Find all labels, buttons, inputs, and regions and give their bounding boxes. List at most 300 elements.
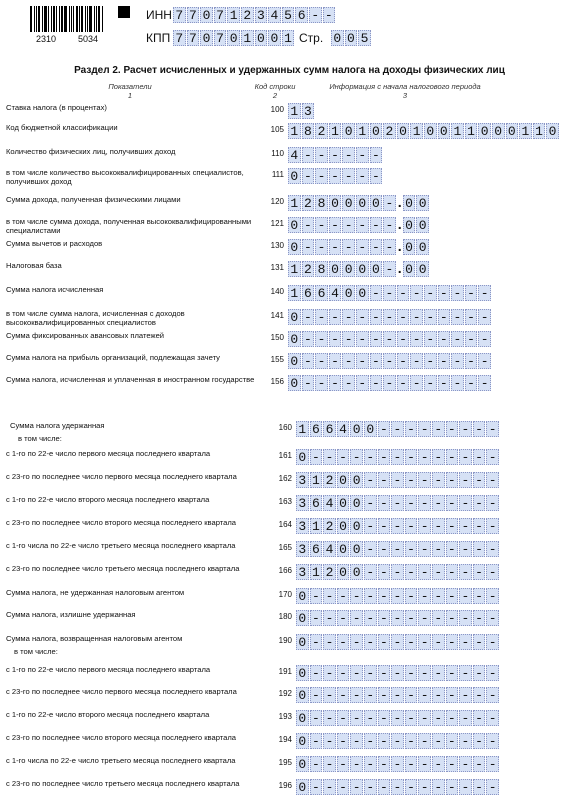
value-cell[interactable]: -	[391, 495, 404, 511]
value-cell[interactable]: 0	[370, 123, 383, 139]
value-cell[interactable]: 0	[350, 472, 363, 488]
value-cell[interactable]: -	[432, 710, 445, 726]
value-cell[interactable]: -	[410, 285, 423, 301]
value-cell[interactable]: 0	[296, 610, 309, 626]
value-cell[interactable]: -	[397, 375, 410, 391]
value-cell[interactable]: 0	[356, 285, 369, 301]
inn-cell[interactable]: 1	[227, 7, 240, 23]
value-cell[interactable]: -	[383, 195, 396, 211]
kopecks-cell[interactable]: 0	[403, 195, 416, 211]
value-cell[interactable]: -	[302, 309, 315, 325]
value-cell[interactable]: 0	[342, 195, 355, 211]
value-cell[interactable]: -	[451, 375, 464, 391]
value-cell[interactable]: -	[465, 331, 478, 347]
value-cell[interactable]: -	[364, 665, 377, 681]
inn-cell[interactable]: 2	[241, 7, 254, 23]
value-cell[interactable]: -	[473, 472, 486, 488]
value-cell[interactable]: -	[486, 665, 499, 681]
value-cell[interactable]: 0	[296, 710, 309, 726]
value-cell[interactable]: -	[459, 687, 472, 703]
row-value-field[interactable]	[296, 541, 500, 557]
value-cell[interactable]: -	[486, 518, 499, 534]
value-cell[interactable]: 0	[350, 518, 363, 534]
value-cell[interactable]: -	[356, 353, 369, 369]
value-cell[interactable]: -	[446, 495, 459, 511]
value-cell[interactable]: -	[310, 779, 323, 795]
inn-cell[interactable]: 7	[214, 7, 227, 23]
value-cell[interactable]: -	[405, 634, 418, 650]
value-cell[interactable]: -	[446, 687, 459, 703]
value-cell[interactable]: 3	[296, 564, 309, 580]
value-cell[interactable]: -	[459, 756, 472, 772]
value-cell[interactable]: -	[473, 449, 486, 465]
value-cell[interactable]: -	[405, 421, 418, 437]
value-cell[interactable]: -	[391, 610, 404, 626]
value-cell[interactable]: -	[432, 472, 445, 488]
value-cell[interactable]: -	[337, 710, 350, 726]
value-cell[interactable]: 6	[315, 285, 328, 301]
value-cell[interactable]: -	[473, 710, 486, 726]
value-cell[interactable]: -	[356, 331, 369, 347]
value-cell[interactable]: -	[473, 588, 486, 604]
row-value-field[interactable]	[288, 309, 492, 325]
value-cell[interactable]: -	[459, 421, 472, 437]
value-cell[interactable]: -	[364, 518, 377, 534]
value-cell[interactable]: -	[486, 495, 499, 511]
value-cell[interactable]: 2	[315, 123, 328, 139]
value-cell[interactable]: -	[446, 634, 459, 650]
row-value-field[interactable]	[296, 710, 500, 726]
value-cell[interactable]: -	[473, 733, 486, 749]
value-cell[interactable]: -	[405, 564, 418, 580]
value-cell[interactable]: -	[378, 687, 391, 703]
value-cell[interactable]: -	[418, 733, 431, 749]
value-cell[interactable]: 2	[323, 518, 336, 534]
row-value-field[interactable]	[296, 610, 500, 626]
value-cell[interactable]: 0	[288, 353, 301, 369]
value-cell[interactable]: -	[391, 756, 404, 772]
value-cell[interactable]: -	[405, 756, 418, 772]
value-cell[interactable]: -	[342, 217, 355, 233]
value-cell[interactable]: -	[350, 687, 363, 703]
value-cell[interactable]: -	[424, 331, 437, 347]
value-cell[interactable]: -	[405, 588, 418, 604]
value-cell[interactable]: -	[370, 147, 383, 163]
value-cell[interactable]: -	[418, 665, 431, 681]
kopecks-cell[interactable]: 0	[403, 217, 416, 233]
value-cell[interactable]: -	[370, 217, 383, 233]
value-cell[interactable]: -	[337, 610, 350, 626]
value-cell[interactable]: 0	[397, 123, 410, 139]
value-cell[interactable]: -	[486, 421, 499, 437]
value-cell[interactable]: -	[418, 588, 431, 604]
value-cell[interactable]: -	[378, 610, 391, 626]
page-cell[interactable]: 0	[345, 30, 358, 46]
value-cell[interactable]: -	[478, 375, 491, 391]
value-cell[interactable]: -	[459, 588, 472, 604]
value-cell[interactable]: -	[378, 421, 391, 437]
row-value-field[interactable]	[296, 449, 500, 465]
inn-cell[interactable]: 4	[268, 7, 281, 23]
value-cell[interactable]: -	[397, 285, 410, 301]
row-value-field[interactable]	[296, 588, 500, 604]
value-cell[interactable]: -	[350, 733, 363, 749]
value-cell[interactable]: 2	[302, 261, 315, 277]
value-cell[interactable]: -	[323, 756, 336, 772]
value-cell[interactable]: -	[486, 564, 499, 580]
kpp-cell[interactable]: 7	[214, 30, 227, 46]
value-cell[interactable]: -	[383, 261, 396, 277]
value-cell[interactable]: -	[486, 472, 499, 488]
value-cell[interactable]: -	[432, 634, 445, 650]
kpp-cell[interactable]: 0	[268, 30, 281, 46]
value-cell[interactable]: -	[364, 472, 377, 488]
value-cell[interactable]: -	[310, 710, 323, 726]
value-cell[interactable]: -	[391, 733, 404, 749]
value-cell[interactable]: -	[329, 147, 342, 163]
value-cell[interactable]: 2	[383, 123, 396, 139]
inn-cell[interactable]: 6	[295, 7, 308, 23]
value-cell[interactable]: 1	[329, 123, 342, 139]
value-cell[interactable]: -	[478, 285, 491, 301]
value-cell[interactable]: -	[342, 331, 355, 347]
page-cell[interactable]: 5	[358, 30, 371, 46]
value-cell[interactable]: -	[383, 331, 396, 347]
value-cell[interactable]: -	[418, 756, 431, 772]
row-value-field[interactable]	[296, 634, 500, 650]
value-cell[interactable]: -	[342, 309, 355, 325]
value-cell[interactable]: -	[350, 756, 363, 772]
value-cell[interactable]: -	[323, 710, 336, 726]
value-cell[interactable]: -	[391, 449, 404, 465]
value-cell[interactable]: -	[418, 495, 431, 511]
value-cell[interactable]: -	[486, 588, 499, 604]
value-cell[interactable]: -	[302, 375, 315, 391]
value-cell[interactable]: -	[418, 687, 431, 703]
value-cell[interactable]: -	[391, 634, 404, 650]
value-cell[interactable]: -	[350, 449, 363, 465]
value-cell[interactable]: -	[323, 588, 336, 604]
value-cell[interactable]: -	[418, 779, 431, 795]
value-cell[interactable]: 0	[342, 285, 355, 301]
value-cell[interactable]: -	[383, 217, 396, 233]
value-cell[interactable]: -	[329, 331, 342, 347]
value-cell[interactable]: -	[446, 541, 459, 557]
value-cell[interactable]: -	[378, 588, 391, 604]
value-cell[interactable]: 0	[337, 541, 350, 557]
row-value-field[interactable]	[288, 147, 383, 163]
value-cell[interactable]: 0	[296, 687, 309, 703]
value-cell[interactable]: -	[364, 634, 377, 650]
kopecks-cell[interactable]: 0	[416, 239, 429, 255]
page-number-field[interactable]	[331, 30, 372, 46]
value-cell[interactable]: -	[356, 168, 369, 184]
value-cell[interactable]: 0	[296, 756, 309, 772]
value-cell[interactable]: -	[438, 285, 451, 301]
value-cell[interactable]: -	[405, 449, 418, 465]
value-cell[interactable]: -	[378, 564, 391, 580]
value-cell[interactable]: -	[337, 665, 350, 681]
value-cell[interactable]: -	[383, 375, 396, 391]
kpp-cell[interactable]: 1	[241, 30, 254, 46]
value-cell[interactable]: -	[459, 541, 472, 557]
value-cell[interactable]: -	[310, 756, 323, 772]
value-cell[interactable]: -	[473, 421, 486, 437]
value-cell[interactable]: -	[438, 331, 451, 347]
value-cell[interactable]: 0	[337, 564, 350, 580]
value-cell[interactable]: -	[418, 564, 431, 580]
value-cell[interactable]: -	[432, 733, 445, 749]
value-cell[interactable]: -	[391, 779, 404, 795]
value-cell[interactable]: -	[405, 518, 418, 534]
kpp-cell[interactable]: 0	[227, 30, 240, 46]
row-value-field[interactable]	[288, 168, 383, 184]
value-cell[interactable]: -	[364, 495, 377, 511]
value-cell[interactable]: -	[329, 375, 342, 391]
value-cell[interactable]: -	[364, 588, 377, 604]
row-value-field[interactable]	[296, 665, 500, 681]
value-cell[interactable]: -	[451, 331, 464, 347]
value-cell[interactable]: -	[378, 541, 391, 557]
value-cell[interactable]: -	[342, 168, 355, 184]
value-cell[interactable]: -	[446, 610, 459, 626]
value-cell[interactable]: 3	[302, 103, 315, 119]
value-cell[interactable]: -	[410, 309, 423, 325]
value-cell[interactable]: -	[356, 239, 369, 255]
value-cell[interactable]: -	[478, 309, 491, 325]
value-cell[interactable]: -	[337, 733, 350, 749]
value-cell[interactable]: -	[459, 779, 472, 795]
value-cell[interactable]: -	[323, 733, 336, 749]
value-cell[interactable]: -	[459, 733, 472, 749]
row-value-field[interactable]	[296, 421, 500, 437]
value-cell[interactable]: -	[315, 147, 328, 163]
page-cell[interactable]: 0	[331, 30, 344, 46]
value-cell[interactable]: -	[432, 421, 445, 437]
value-cell[interactable]: -	[302, 147, 315, 163]
value-cell[interactable]: 0	[506, 123, 519, 139]
inn-cell[interactable]: -	[309, 7, 322, 23]
value-cell[interactable]: 4	[323, 495, 336, 511]
value-cell[interactable]: 0	[296, 733, 309, 749]
value-cell[interactable]: -	[342, 147, 355, 163]
value-cell[interactable]: 2	[302, 195, 315, 211]
value-cell[interactable]: -	[473, 610, 486, 626]
value-cell[interactable]: -	[378, 756, 391, 772]
value-cell[interactable]: 0	[329, 195, 342, 211]
value-cell[interactable]: -	[459, 472, 472, 488]
value-cell[interactable]: -	[418, 421, 431, 437]
value-cell[interactable]: -	[356, 217, 369, 233]
value-cell[interactable]: -	[378, 779, 391, 795]
value-cell[interactable]: -	[438, 353, 451, 369]
value-cell[interactable]: 0	[350, 421, 363, 437]
value-cell[interactable]: -	[364, 449, 377, 465]
value-cell[interactable]: -	[459, 449, 472, 465]
value-cell[interactable]: -	[342, 239, 355, 255]
kopecks-cell[interactable]: 0	[416, 217, 429, 233]
inn-cell[interactable]: 5	[282, 7, 295, 23]
value-cell[interactable]: -	[465, 353, 478, 369]
value-cell[interactable]: -	[410, 375, 423, 391]
value-cell[interactable]: 3	[296, 541, 309, 557]
value-cell[interactable]: -	[370, 353, 383, 369]
value-cell[interactable]: -	[350, 588, 363, 604]
value-cell[interactable]: -	[310, 665, 323, 681]
value-cell[interactable]: -	[342, 375, 355, 391]
value-cell[interactable]: -	[391, 472, 404, 488]
value-cell[interactable]: -	[410, 353, 423, 369]
value-cell[interactable]: -	[432, 449, 445, 465]
row-value-field[interactable]	[296, 495, 500, 511]
value-cell[interactable]: 2	[323, 564, 336, 580]
value-cell[interactable]: -	[383, 239, 396, 255]
value-cell[interactable]: -	[418, 518, 431, 534]
value-cell[interactable]: 6	[323, 421, 336, 437]
value-cell[interactable]: -	[315, 331, 328, 347]
value-cell[interactable]: -	[418, 472, 431, 488]
value-cell[interactable]: -	[383, 309, 396, 325]
value-cell[interactable]: -	[446, 779, 459, 795]
row-value-field[interactable]	[288, 285, 492, 301]
value-cell[interactable]: -	[364, 779, 377, 795]
value-cell[interactable]: -	[405, 541, 418, 557]
value-cell[interactable]: -	[323, 687, 336, 703]
value-cell[interactable]: -	[397, 309, 410, 325]
value-cell[interactable]: 4	[323, 541, 336, 557]
value-cell[interactable]: -	[405, 610, 418, 626]
inn-cell[interactable]: 0	[200, 7, 213, 23]
inn-cell[interactable]: 3	[255, 7, 268, 23]
value-cell[interactable]: -	[465, 309, 478, 325]
inn-cell[interactable]: -	[323, 7, 336, 23]
value-cell[interactable]: -	[446, 564, 459, 580]
value-cell[interactable]: 0	[356, 261, 369, 277]
row-value-field[interactable]	[296, 472, 500, 488]
value-cell[interactable]: -	[310, 733, 323, 749]
value-cell[interactable]: -	[424, 309, 437, 325]
value-cell[interactable]: -	[405, 687, 418, 703]
value-cell[interactable]: -	[356, 147, 369, 163]
value-cell[interactable]: -	[364, 733, 377, 749]
value-cell[interactable]: -	[364, 610, 377, 626]
value-cell[interactable]: -	[315, 239, 328, 255]
value-cell[interactable]: -	[473, 665, 486, 681]
value-cell[interactable]: 0	[329, 261, 342, 277]
value-cell[interactable]: -	[350, 665, 363, 681]
value-cell[interactable]: 8	[315, 261, 328, 277]
value-cell[interactable]: 0	[350, 564, 363, 580]
row-value-field[interactable]	[288, 353, 492, 369]
value-cell[interactable]: -	[418, 541, 431, 557]
kopecks-cell[interactable]: 0	[403, 239, 416, 255]
value-cell[interactable]: -	[315, 353, 328, 369]
value-cell[interactable]: 0	[342, 261, 355, 277]
value-cell[interactable]: -	[302, 168, 315, 184]
value-cell[interactable]: 0	[337, 495, 350, 511]
value-cell[interactable]: -	[391, 687, 404, 703]
value-cell[interactable]: 4	[337, 421, 350, 437]
value-cell[interactable]: -	[405, 665, 418, 681]
value-cell[interactable]: 0	[296, 634, 309, 650]
value-cell[interactable]: -	[323, 779, 336, 795]
value-cell[interactable]: -	[378, 495, 391, 511]
value-cell[interactable]: -	[391, 541, 404, 557]
value-cell[interactable]: -	[486, 779, 499, 795]
value-cell[interactable]: -	[405, 779, 418, 795]
value-cell[interactable]: -	[397, 353, 410, 369]
kpp-cell[interactable]: 0	[200, 30, 213, 46]
value-cell[interactable]: -	[486, 756, 499, 772]
value-cell[interactable]: -	[459, 665, 472, 681]
inn-field[interactable]	[173, 7, 336, 23]
value-cell[interactable]: 0	[356, 195, 369, 211]
value-cell[interactable]: 1	[288, 285, 301, 301]
value-cell[interactable]: -	[405, 710, 418, 726]
value-cell[interactable]: -	[370, 331, 383, 347]
value-cell[interactable]: -	[378, 518, 391, 534]
kpp-cell[interactable]: 1	[282, 30, 295, 46]
value-cell[interactable]: -	[446, 665, 459, 681]
row-value-field[interactable]	[288, 103, 315, 119]
value-cell[interactable]: -	[337, 449, 350, 465]
value-cell[interactable]: -	[350, 634, 363, 650]
value-cell[interactable]: 0	[288, 217, 301, 233]
value-cell[interactable]: -	[405, 472, 418, 488]
value-cell[interactable]: -	[451, 309, 464, 325]
value-cell[interactable]: 0	[546, 123, 559, 139]
value-cell[interactable]: -	[337, 634, 350, 650]
value-cell[interactable]: 1	[288, 261, 301, 277]
value-cell[interactable]: -	[424, 375, 437, 391]
value-cell[interactable]: 0	[478, 123, 491, 139]
value-cell[interactable]: -	[337, 756, 350, 772]
value-cell[interactable]: 0	[288, 168, 301, 184]
value-cell[interactable]: 6	[310, 541, 323, 557]
value-cell[interactable]: 0	[350, 541, 363, 557]
value-cell[interactable]: -	[329, 217, 342, 233]
value-cell[interactable]: -	[383, 353, 396, 369]
value-cell[interactable]: -	[378, 665, 391, 681]
value-cell[interactable]: 6	[310, 421, 323, 437]
value-cell[interactable]: -	[350, 779, 363, 795]
row-value-field[interactable]	[288, 331, 492, 347]
value-cell[interactable]: -	[446, 756, 459, 772]
value-cell[interactable]: -	[446, 733, 459, 749]
value-cell[interactable]: -	[337, 779, 350, 795]
value-cell[interactable]: -	[473, 634, 486, 650]
kpp-field[interactable]	[173, 30, 295, 46]
value-cell[interactable]: -	[486, 687, 499, 703]
value-cell[interactable]: 0	[370, 261, 383, 277]
value-cell[interactable]: -	[478, 353, 491, 369]
value-cell[interactable]: -	[302, 217, 315, 233]
kpp-cell[interactable]: 0	[255, 30, 268, 46]
value-cell[interactable]: -	[418, 634, 431, 650]
value-cell[interactable]: -	[459, 495, 472, 511]
value-cell[interactable]: -	[405, 495, 418, 511]
value-cell[interactable]: 1	[410, 123, 423, 139]
value-cell[interactable]: -	[473, 779, 486, 795]
value-cell[interactable]: -	[438, 309, 451, 325]
value-cell[interactable]: -	[310, 610, 323, 626]
value-cell[interactable]: -	[473, 495, 486, 511]
value-cell[interactable]: -	[473, 564, 486, 580]
value-cell[interactable]: -	[446, 518, 459, 534]
value-cell[interactable]: 1	[465, 123, 478, 139]
value-cell[interactable]: 2	[323, 472, 336, 488]
value-cell[interactable]: -	[329, 353, 342, 369]
